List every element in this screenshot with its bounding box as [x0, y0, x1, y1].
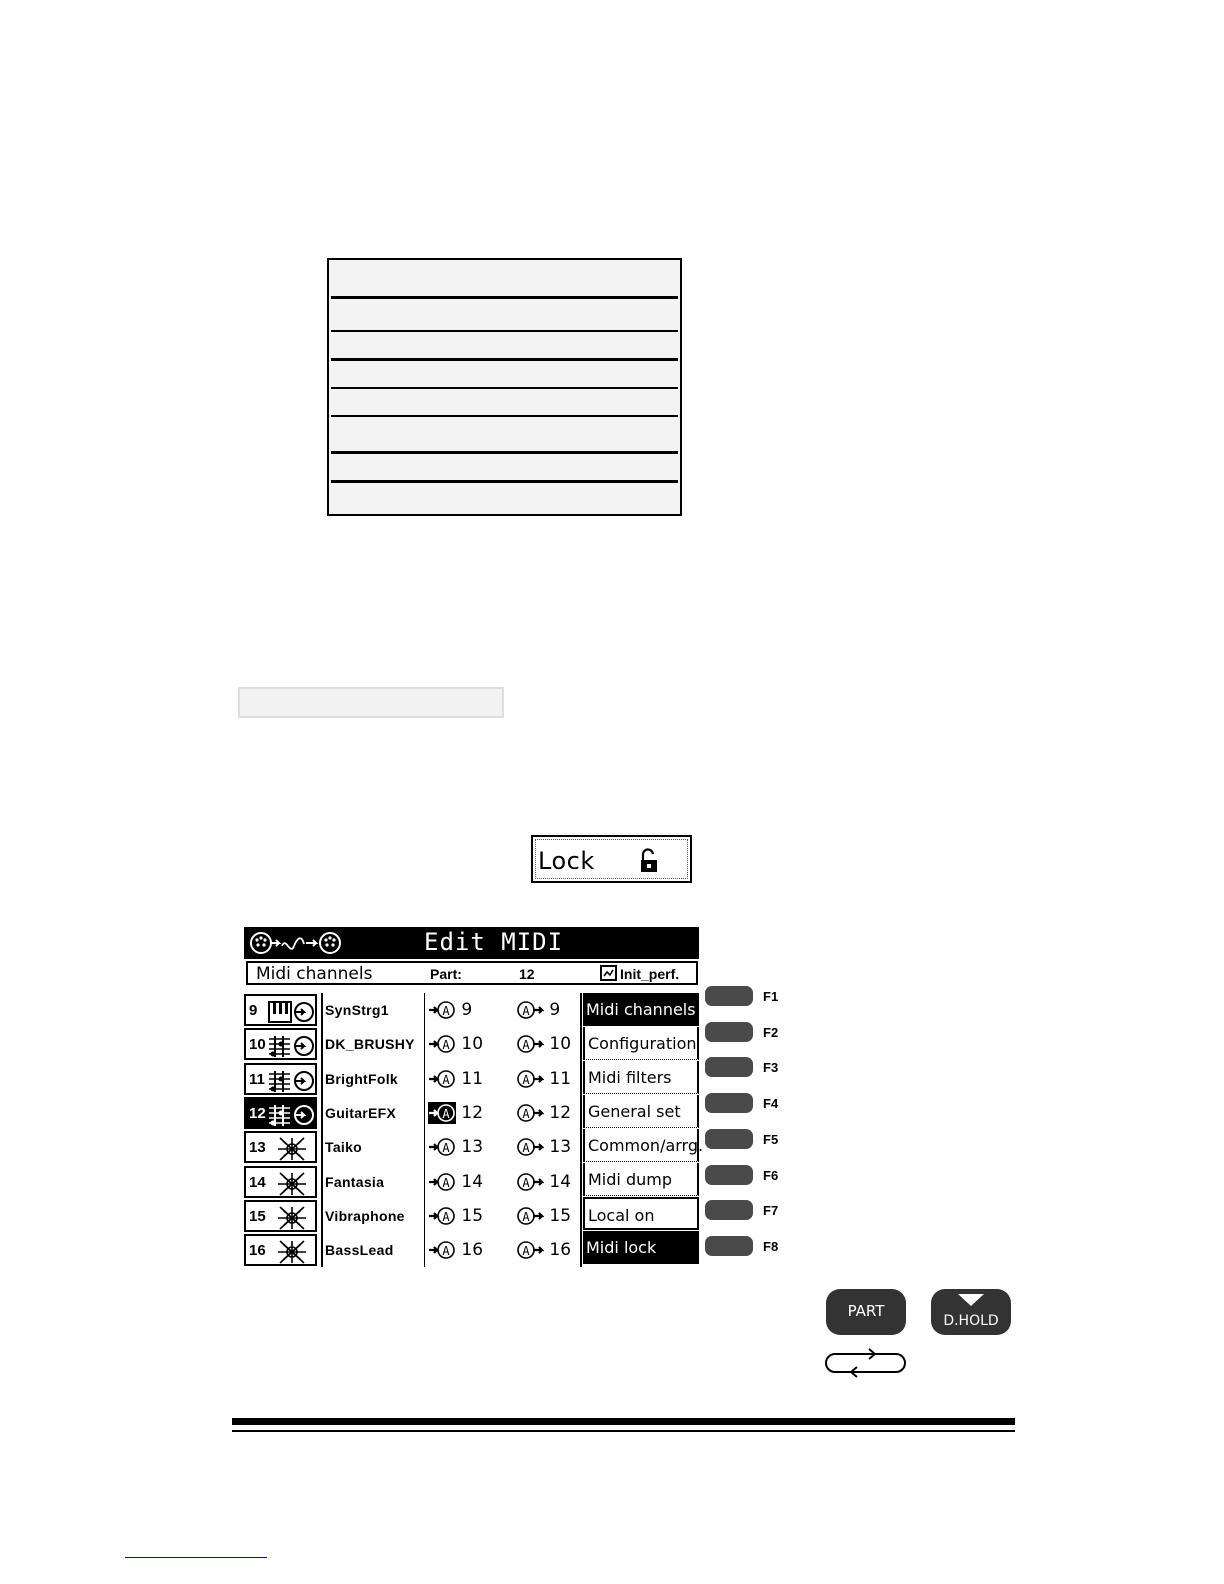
- function-key-f7[interactable]: [705, 1200, 753, 1220]
- midi-out-channel[interactable]: [516, 1136, 571, 1158]
- svg-text:A: A: [442, 1038, 450, 1053]
- svg-text:A: A: [522, 1106, 530, 1121]
- midi-in-icon: [428, 1137, 456, 1157]
- midi-out-value: 15: [549, 1205, 572, 1226]
- lcd-screen: [244, 927, 702, 1267]
- midi-in-channel[interactable]: [428, 1171, 483, 1193]
- part-label: Part:: [430, 966, 462, 982]
- lcd-title: Edit MIDI: [424, 928, 564, 956]
- menu-item-midi-lock[interactable]: Midi lock: [583, 1231, 699, 1264]
- part-sound-name: Fantasia: [325, 1173, 385, 1190]
- part-row[interactable]: [244, 1130, 580, 1164]
- part-number: 14: [249, 1173, 266, 1191]
- svg-text:A: A: [522, 1004, 530, 1018]
- midi-out-channel[interactable]: [516, 1033, 571, 1055]
- function-key-label: F2: [763, 1024, 779, 1040]
- part-sound-name: Vibraphone: [325, 1207, 405, 1224]
- function-key-label: F1: [763, 989, 779, 1004]
- svg-text:A: A: [442, 1209, 450, 1224]
- unlocked-padlock-icon: [639, 848, 659, 874]
- midi-out-value: 11: [549, 1068, 572, 1089]
- table-rule: [331, 451, 678, 454]
- cycle-arrow-icon: [825, 1348, 907, 1378]
- footnote-separator: [125, 1557, 267, 1558]
- page-name: Midi channels: [256, 964, 373, 984]
- midi-connection-icon: [248, 930, 348, 956]
- midi-out-channel[interactable]: [516, 1102, 571, 1124]
- svg-text:A: A: [522, 1175, 530, 1190]
- function-key-label: F6: [763, 1167, 779, 1183]
- midi-in-icon: [428, 1172, 456, 1192]
- midi-in-value: 9: [461, 1000, 473, 1020]
- midi-in-icon: [428, 1069, 456, 1089]
- lcd-title-bar: [244, 927, 699, 959]
- part-number: 13: [249, 1139, 266, 1157]
- part-number-cell[interactable]: [244, 994, 317, 1026]
- midi-out-value: 12: [549, 1102, 572, 1123]
- midi-in-value: 10: [461, 1034, 484, 1055]
- part-sound-name: Taiko: [325, 1139, 363, 1156]
- part-row[interactable]: [244, 993, 580, 1027]
- table-rule: [331, 480, 678, 483]
- midi-in-value: 14: [461, 1171, 484, 1192]
- svg-text:A: A: [522, 1209, 530, 1224]
- function-key-label: F5: [763, 1131, 779, 1147]
- midi-out-channel[interactable]: [516, 999, 560, 1021]
- part-sound-name: BrightFolk: [325, 1070, 398, 1087]
- midi-out-icon: [516, 1172, 544, 1192]
- midi-out-icon: [516, 1034, 544, 1054]
- part-button[interactable]: [826, 1289, 906, 1335]
- part-button-label: PART: [847, 1302, 885, 1320]
- performance-name: Init_perf.: [620, 966, 680, 982]
- function-key-f4[interactable]: [705, 1093, 753, 1113]
- part-number-cell[interactable]: [244, 1166, 317, 1198]
- midi-in-value: 12: [461, 1102, 484, 1123]
- midi-out-channel[interactable]: [516, 1205, 571, 1227]
- part-row[interactable]: [244, 1165, 580, 1199]
- function-key-f3[interactable]: [705, 1057, 753, 1077]
- midi-out-icon: [516, 1103, 544, 1123]
- svg-text:A: A: [522, 1244, 530, 1259]
- midi-out-channel[interactable]: [516, 1239, 571, 1261]
- part-number: 15: [249, 1207, 266, 1225]
- dhold-button[interactable]: [931, 1289, 1011, 1335]
- lock-widget[interactable]: [531, 835, 692, 883]
- part-sound-name: SynStrg1: [325, 1002, 389, 1018]
- midi-out-channel[interactable]: [516, 1068, 571, 1090]
- midi-in-channel[interactable]: [428, 1136, 483, 1158]
- function-key-f5[interactable]: [705, 1129, 753, 1149]
- midi-in-icon: [428, 1240, 456, 1260]
- svg-text:A: A: [442, 1004, 450, 1018]
- svg-text:A: A: [442, 1175, 450, 1190]
- midi-in-value: 16: [461, 1240, 484, 1261]
- function-key-f1[interactable]: [705, 986, 753, 1006]
- footer-rule: [232, 1418, 1015, 1425]
- midi-in-value: 11: [461, 1068, 484, 1089]
- midi-in-value: 13: [461, 1137, 484, 1158]
- midi-out-icon: [516, 1069, 544, 1089]
- menu-item-midi-channels[interactable]: Midi channels: [583, 993, 699, 1026]
- part-number-cell[interactable]: [244, 1063, 317, 1095]
- midi-in-icon: [428, 1206, 456, 1226]
- part-number: 9: [249, 1002, 258, 1019]
- midi-in-channel[interactable]: [428, 999, 472, 1021]
- part-number-cell[interactable]: [244, 1200, 317, 1232]
- part-number-cell[interactable]: [244, 1097, 317, 1129]
- part-number-cell[interactable]: [244, 1234, 317, 1266]
- table-rule: [331, 387, 678, 389]
- midi-in-icon: [428, 1000, 456, 1020]
- part-value: 12: [519, 966, 535, 982]
- function-key-label: F4: [763, 1096, 779, 1112]
- menu-item-midi-dump[interactable]: Midi dump: [583, 1163, 699, 1196]
- lcd-header: [246, 961, 698, 985]
- footer-rule: [232, 1430, 1015, 1432]
- part-number: 12: [249, 1104, 266, 1122]
- midi-in-icon: [428, 1103, 456, 1123]
- svg-text:A: A: [522, 1038, 530, 1053]
- menu-item-common-arrg[interactable]: Common/arrg.: [583, 1129, 699, 1162]
- file-icon: [600, 965, 617, 981]
- svg-text:A: A: [442, 1072, 450, 1087]
- svg-text:A: A: [442, 1106, 450, 1121]
- midi-in-channel[interactable]: [428, 1102, 483, 1124]
- midi-in-icon: [428, 1034, 456, 1054]
- midi-out-value: 14: [549, 1171, 572, 1192]
- part-sound-name: BassLead: [325, 1242, 394, 1259]
- part-sound-name: DK_BRUSHY: [325, 1036, 415, 1053]
- part-row[interactable]: [244, 1233, 580, 1267]
- gray-heading-box: [238, 687, 504, 718]
- part-sound-name: GuitarEFX: [325, 1104, 397, 1121]
- part-row[interactable]: [244, 1096, 580, 1130]
- svg-text:A: A: [522, 1141, 530, 1156]
- midi-in-channel[interactable]: [428, 1068, 483, 1090]
- svg-text:A: A: [442, 1141, 450, 1156]
- midi-in-channel[interactable]: [428, 1033, 483, 1055]
- function-key-label: F3: [763, 1060, 779, 1076]
- midi-out-channel[interactable]: [516, 1171, 571, 1193]
- midi-out-icon: [516, 1206, 544, 1226]
- table-rule: [331, 415, 678, 417]
- midi-in-channel[interactable]: [428, 1205, 483, 1227]
- midi-out-value: 13: [549, 1137, 572, 1158]
- menu-item-configuration[interactable]: Configuration: [583, 1027, 699, 1060]
- svg-text:A: A: [522, 1072, 530, 1087]
- dhold-button-label: D.HOLD: [943, 1313, 999, 1329]
- table-rule: [331, 330, 678, 332]
- midi-in-channel[interactable]: [428, 1239, 483, 1261]
- midi-out-icon: [516, 1000, 544, 1020]
- lock-label: Lock: [538, 847, 595, 875]
- midi-out-value: 10: [549, 1034, 572, 1055]
- midi-in-value: 15: [461, 1205, 484, 1226]
- function-key-f8[interactable]: [705, 1236, 753, 1256]
- midi-out-value: 16: [549, 1240, 572, 1261]
- menu-item-local-on[interactable]: Local on: [583, 1197, 699, 1230]
- column-separator: [580, 993, 582, 1267]
- table-rule: [331, 358, 678, 361]
- part-number: 16: [249, 1242, 266, 1260]
- menu-item-midi-filters[interactable]: Midi filters: [583, 1061, 699, 1094]
- svg-text:A: A: [442, 1244, 450, 1259]
- part-number-cell[interactable]: [244, 1131, 317, 1163]
- function-key-label: F8: [763, 1238, 779, 1254]
- part-number: 10: [249, 1036, 266, 1054]
- part-row[interactable]: [244, 1199, 580, 1233]
- menu-item-general-set[interactable]: General set: [583, 1095, 699, 1128]
- part-row[interactable]: [244, 1062, 580, 1096]
- part-row[interactable]: [244, 1027, 580, 1061]
- part-number: 11: [249, 1070, 265, 1088]
- midi-out-icon: [516, 1137, 544, 1157]
- midi-out-value: 9: [549, 1000, 561, 1020]
- midi-out-icon: [516, 1240, 544, 1260]
- function-key-label: F7: [763, 1203, 779, 1219]
- part-number-cell[interactable]: [244, 1028, 317, 1060]
- triangle-down-icon: [957, 1293, 985, 1307]
- empty-table: [327, 258, 682, 516]
- table-rule: [331, 296, 678, 299]
- function-key-f6[interactable]: [705, 1165, 753, 1185]
- function-key-f2[interactable]: [705, 1022, 753, 1042]
